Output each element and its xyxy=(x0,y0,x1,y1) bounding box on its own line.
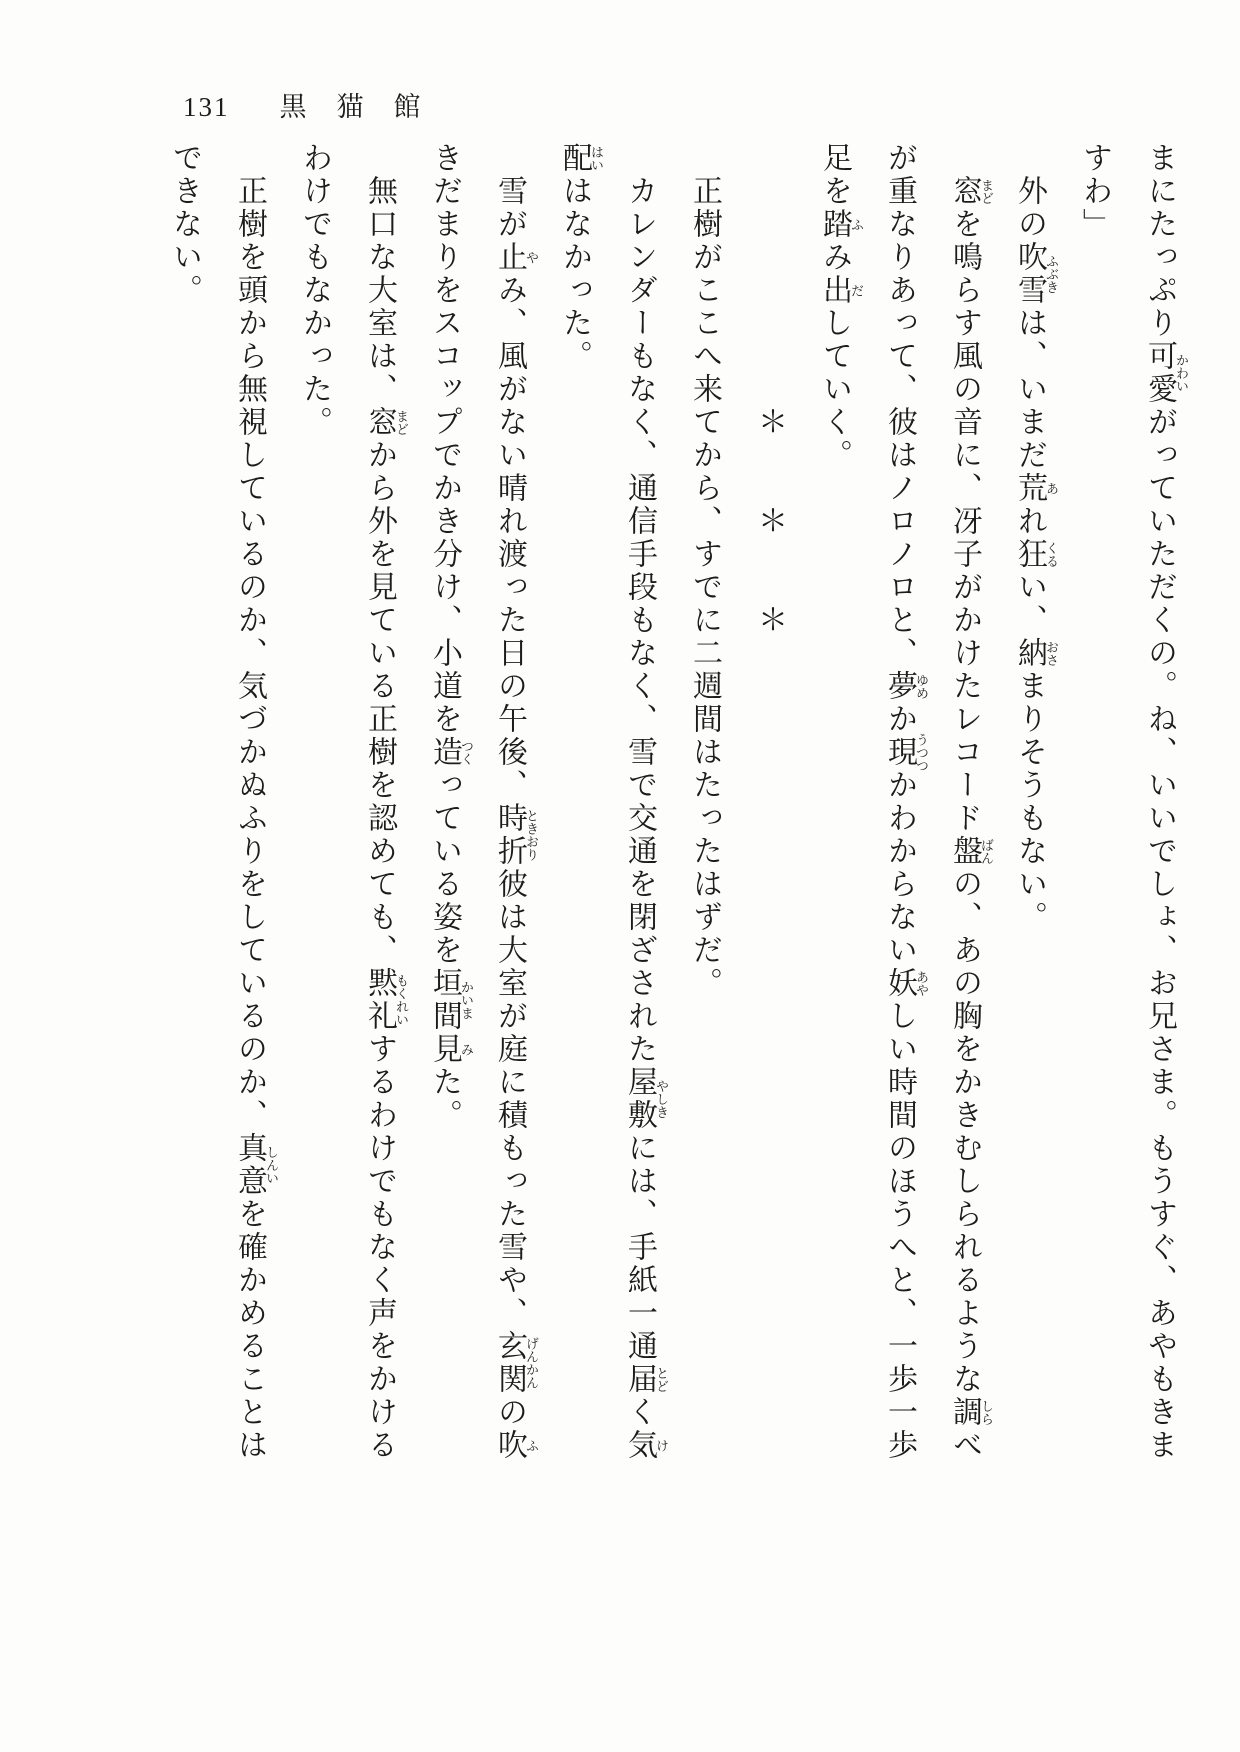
paragraph-p5: カレンダーもなく、通信手段もなく、雪で交通を閉ざされた屋敷やしきには、手紙一通届とどく気け配はいはなかった。 xyxy=(558,142,669,1462)
ruby-segment: 出だ xyxy=(818,274,864,307)
book-title: 黒猫館 xyxy=(279,92,451,122)
paragraph-p1: まにたっぷり可愛かわいがっていただくの。ね、いいでしょ、お兄さま。もうすぐ、あやもきますわ」 xyxy=(1078,142,1189,1462)
section-separator: ＊ ＊ ＊ xyxy=(753,406,786,637)
ruby-segment: 届とど xyxy=(623,1363,669,1396)
paragraph-p3: 窓まどを鳴らす風の音に、冴子がかけたレコード盤ばんの、あの胸をかきむしられるような調しらべが重なりあって、彼はノロノロと、夢ゆめか現うつつかわからない妖あやしい時間のほうへと、一歩一歩足を踏ふみ出だしていく。 xyxy=(818,142,994,1462)
ruby-segment: 窓まど xyxy=(363,406,409,439)
ruby-segment: 納おさ xyxy=(1013,637,1059,670)
ruby-segment: 窓まど xyxy=(948,175,994,208)
ruby-segment: 盤ばん xyxy=(948,835,994,868)
ruby-segment: 時折ときおり xyxy=(493,802,539,868)
ruby-segment: 妖あや xyxy=(883,967,929,1000)
ruby-segment: 見み xyxy=(428,1033,474,1066)
ruby-segment: 吹雪ふぶき xyxy=(1013,241,1059,307)
ruby-segment: 気け xyxy=(623,1429,669,1462)
page-number: 131 xyxy=(183,92,230,122)
paragraph-p8: 正樹を頭から無視しているのか、気づかぬふりをしているのか、真意しんいを確かめることはできない。 xyxy=(168,142,279,1462)
ruby-segment: 吹ふ xyxy=(493,1429,539,1462)
ruby-segment: 踏ふ xyxy=(818,208,864,241)
ruby-segment: 配はい xyxy=(558,142,604,175)
paragraph-p7: 無口な大室は、窓まどから外を見ている正樹を認めても、黙礼もくれいするわけでもなく声をかけるわけでもなかった。 xyxy=(298,142,409,1462)
paragraph-p6: 雪が止やみ、風がない晴れ渡った日の午後、時折ときおり彼は大室が庭に積もった雪や、玄関げんかんの吹ふきだまりをスコップでかき分け、小道を造つくっている姿を垣間かいま見みた。 xyxy=(428,142,539,1462)
paragraph-p4: 正樹がここへ来てから、すでに二週間はたったはずだ。 xyxy=(688,175,721,1000)
ruby-segment: 夢ゆめ xyxy=(883,670,929,703)
ruby-segment: 現うつつ xyxy=(883,733,929,772)
ruby-segment: 黙礼もくれい xyxy=(363,967,409,1033)
ruby-segment: 造つく xyxy=(428,736,474,769)
page-text xyxy=(134,142,1192,1468)
ruby-segment: 玄関げんかん xyxy=(493,1330,539,1396)
ruby-segment: 可愛かわい xyxy=(1143,340,1189,406)
ruby-segment: 狂くる xyxy=(1013,538,1059,571)
running-head xyxy=(183,94,451,121)
paragraph-p2: 外の吹雪ふぶきは、いまだ荒あれ狂くるい、納おさまりそうもない。 xyxy=(1013,175,1059,934)
ruby-segment: 真意しんい xyxy=(233,1132,279,1198)
ruby-segment: 調しら xyxy=(948,1396,994,1429)
ruby-segment: 垣間かいま xyxy=(428,967,474,1033)
ruby-segment: 荒あ xyxy=(1013,472,1059,505)
ruby-segment: 屋敷やしき xyxy=(623,1066,669,1132)
ruby-segment: 止や xyxy=(493,241,539,274)
